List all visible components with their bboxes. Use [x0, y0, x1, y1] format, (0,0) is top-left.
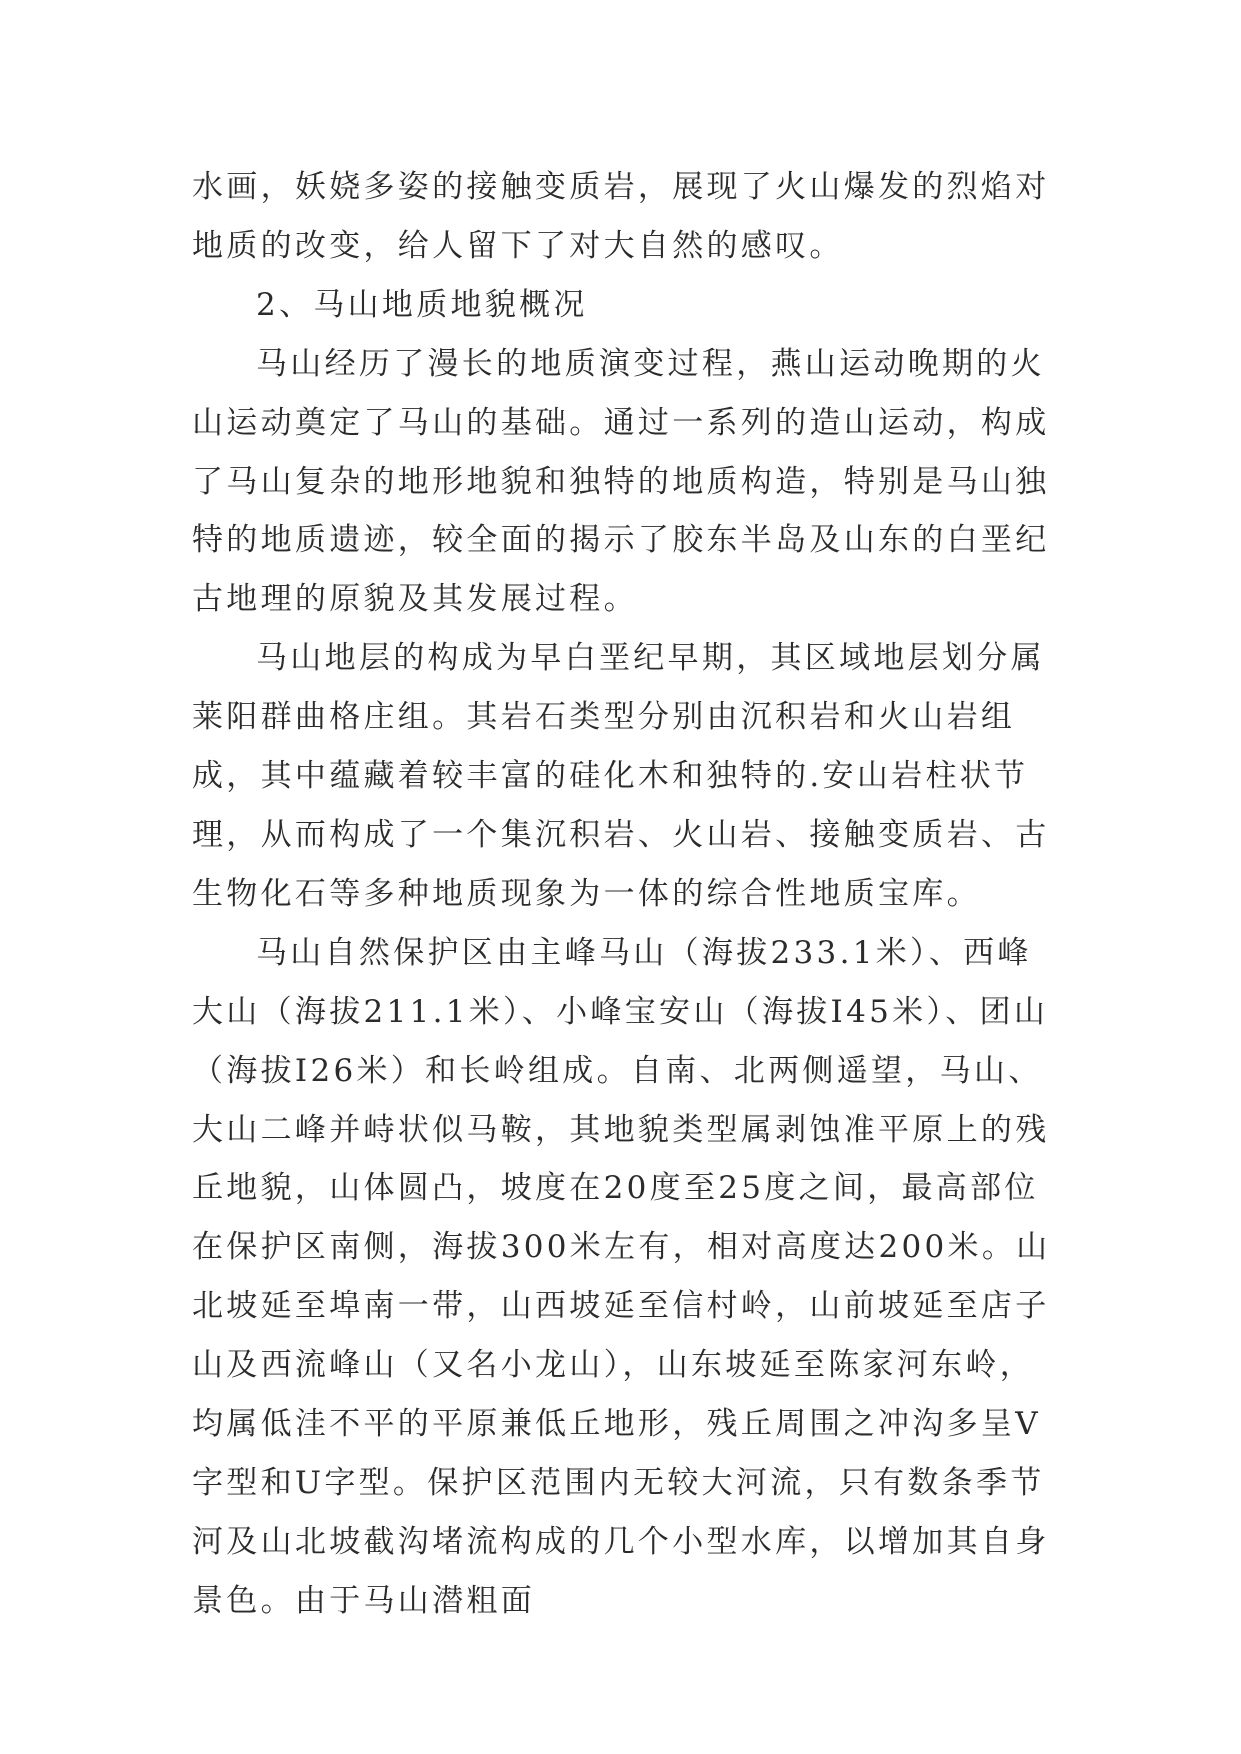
- paragraph: 马山经历了漫长的地质演变过程，燕山运动晚期的火山运动奠定了马山的基础。通过一系列的造山运动，构成了马山复杂的地形地貌和独特的地质构造，特别是马山独特的地质遗迹，较全面的揭示了胶东半岛及山东的白垩纪古地理的原貌及其发展过程。: [192, 345, 1050, 618]
- paragraph: 马山地层的构成为早白垩纪早期，其区域地层划分属莱阳群曲格庄组。其岩石类型分别由沉积岩和火山岩组成，其中蕴藏着较丰富的硅化木和独特的.安山岩柱状节理，从而构成了一个集沉积岩、火山岩、接触变质岩、古生物化石等多种地质现象为一体的综合性地质宝库。: [192, 640, 1050, 912]
- paragraph-continuation: 水画，妖娆多姿的接触变质岩，展现了火山爆发的烈焰对地质的改变，给人留下了对大自然的感叹。: [192, 169, 1050, 264]
- document-body: [192, 158, 1052, 1631]
- paragraph: 马山自然保护区由主峰马山（海拔233.1米）、西峰大山（海拔211.1米）、小峰宝安山（海拔I45米）、团山（海拔I26米）和长岭组成。自南、北两侧遥望，马山、大山二峰并峙状似马鞍，其地貌类型属剥蚀准平原上的残丘地貌，山体圆凸，坡度在20度至25度之间，最高部位在保护区南侧，海拔300米左有，相对高度达200米。山北坡延至埠南一带，山西坡延至信村岭，山前坡延至店子山及西流峰山（又名小龙山），山东坡延至陈家河东岭，均属低洼不平的平原兼低丘地形，残丘周围之冲沟多呈V字型和U字型。保护区范围内无较大河流，只有数条季节河及山北坡截沟堵流构成的几个小型水库，以增加其自身景色。由于马山潜粗面: [192, 934, 1051, 1619]
- section-heading: 2、马山地质地貌概况: [256, 286, 588, 323]
